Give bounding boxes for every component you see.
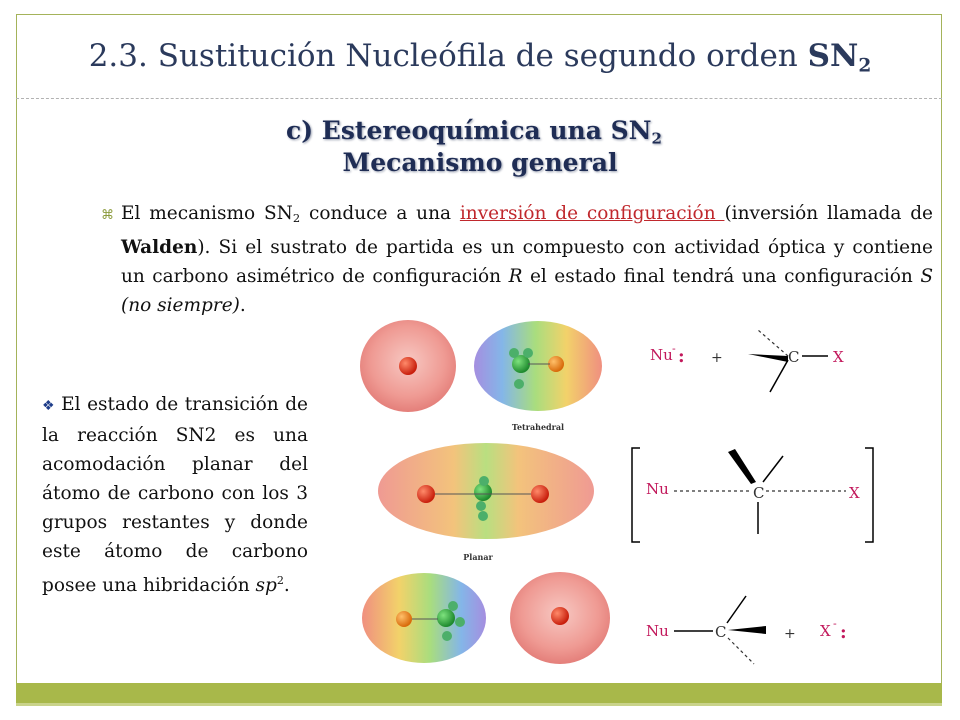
tetrahedral-model [360,320,602,432]
svg-text:+: + [711,350,723,366]
svg-text:-: - [833,617,837,630]
svg-text:X: X [820,622,831,640]
svg-text:Nu: Nu [646,480,669,498]
bullet-icon: ⌘ [101,208,114,223]
svg-text:X: X [849,484,860,502]
title-divider [16,98,942,99]
planar-label: Planar [463,552,493,562]
title-formula: $SN_2$ [807,38,872,77]
section-subheading: Mecanismo general [342,148,618,177]
tetrahedral-label: Tetrahedral [511,422,565,432]
svg-text:C: C [715,623,727,641]
svg-text:+: + [784,626,796,642]
planar-model [378,443,594,562]
reactants-formula [650,330,844,392]
inverted-model [362,572,610,664]
svg-text:Nu: Nu [646,622,669,640]
transition-state-formula [632,448,873,542]
svg-text:Nu: Nu [650,346,673,364]
section-heading: c) Estereoquímica una $SN_2$ [286,116,662,148]
svg-text:-: - [672,342,676,355]
products-formula [646,596,847,664]
svg-text::: : [840,622,847,643]
transition-state-paragraph: ❖ El estado de transición de la reacción SN2 es una acomodación planar del átomo de carbono con los 3 grupos restantes y donde este átomo de carbono posee una hibridación $sp^2$. [42,394,308,597]
inversion-highlight: inversión de configuración [459,203,725,224]
slide-title: 2.3. Sustitución Nucleófila de segundo orden $SN_2$ [88,38,872,77]
svg-text:C: C [788,348,800,366]
sn2-mechanism-figure [356,316,876,672]
footer-bar [16,683,942,703]
mechanism-paragraph: El mecanismo $SN_2$ conduce a una inversión de configuración (inversión llamada de Walden). Si el sustrato de partida es un compuesto con actividad óptica y contiene un carbono asimétrico de configuración R el estado final tendrá una configuración S (no siempre). [121,203,933,316]
svg-text::: : [678,346,685,367]
diamond-bullet-icon: ❖ [42,398,56,414]
svg-text:C: C [753,484,765,502]
svg-text:X: X [833,348,844,366]
